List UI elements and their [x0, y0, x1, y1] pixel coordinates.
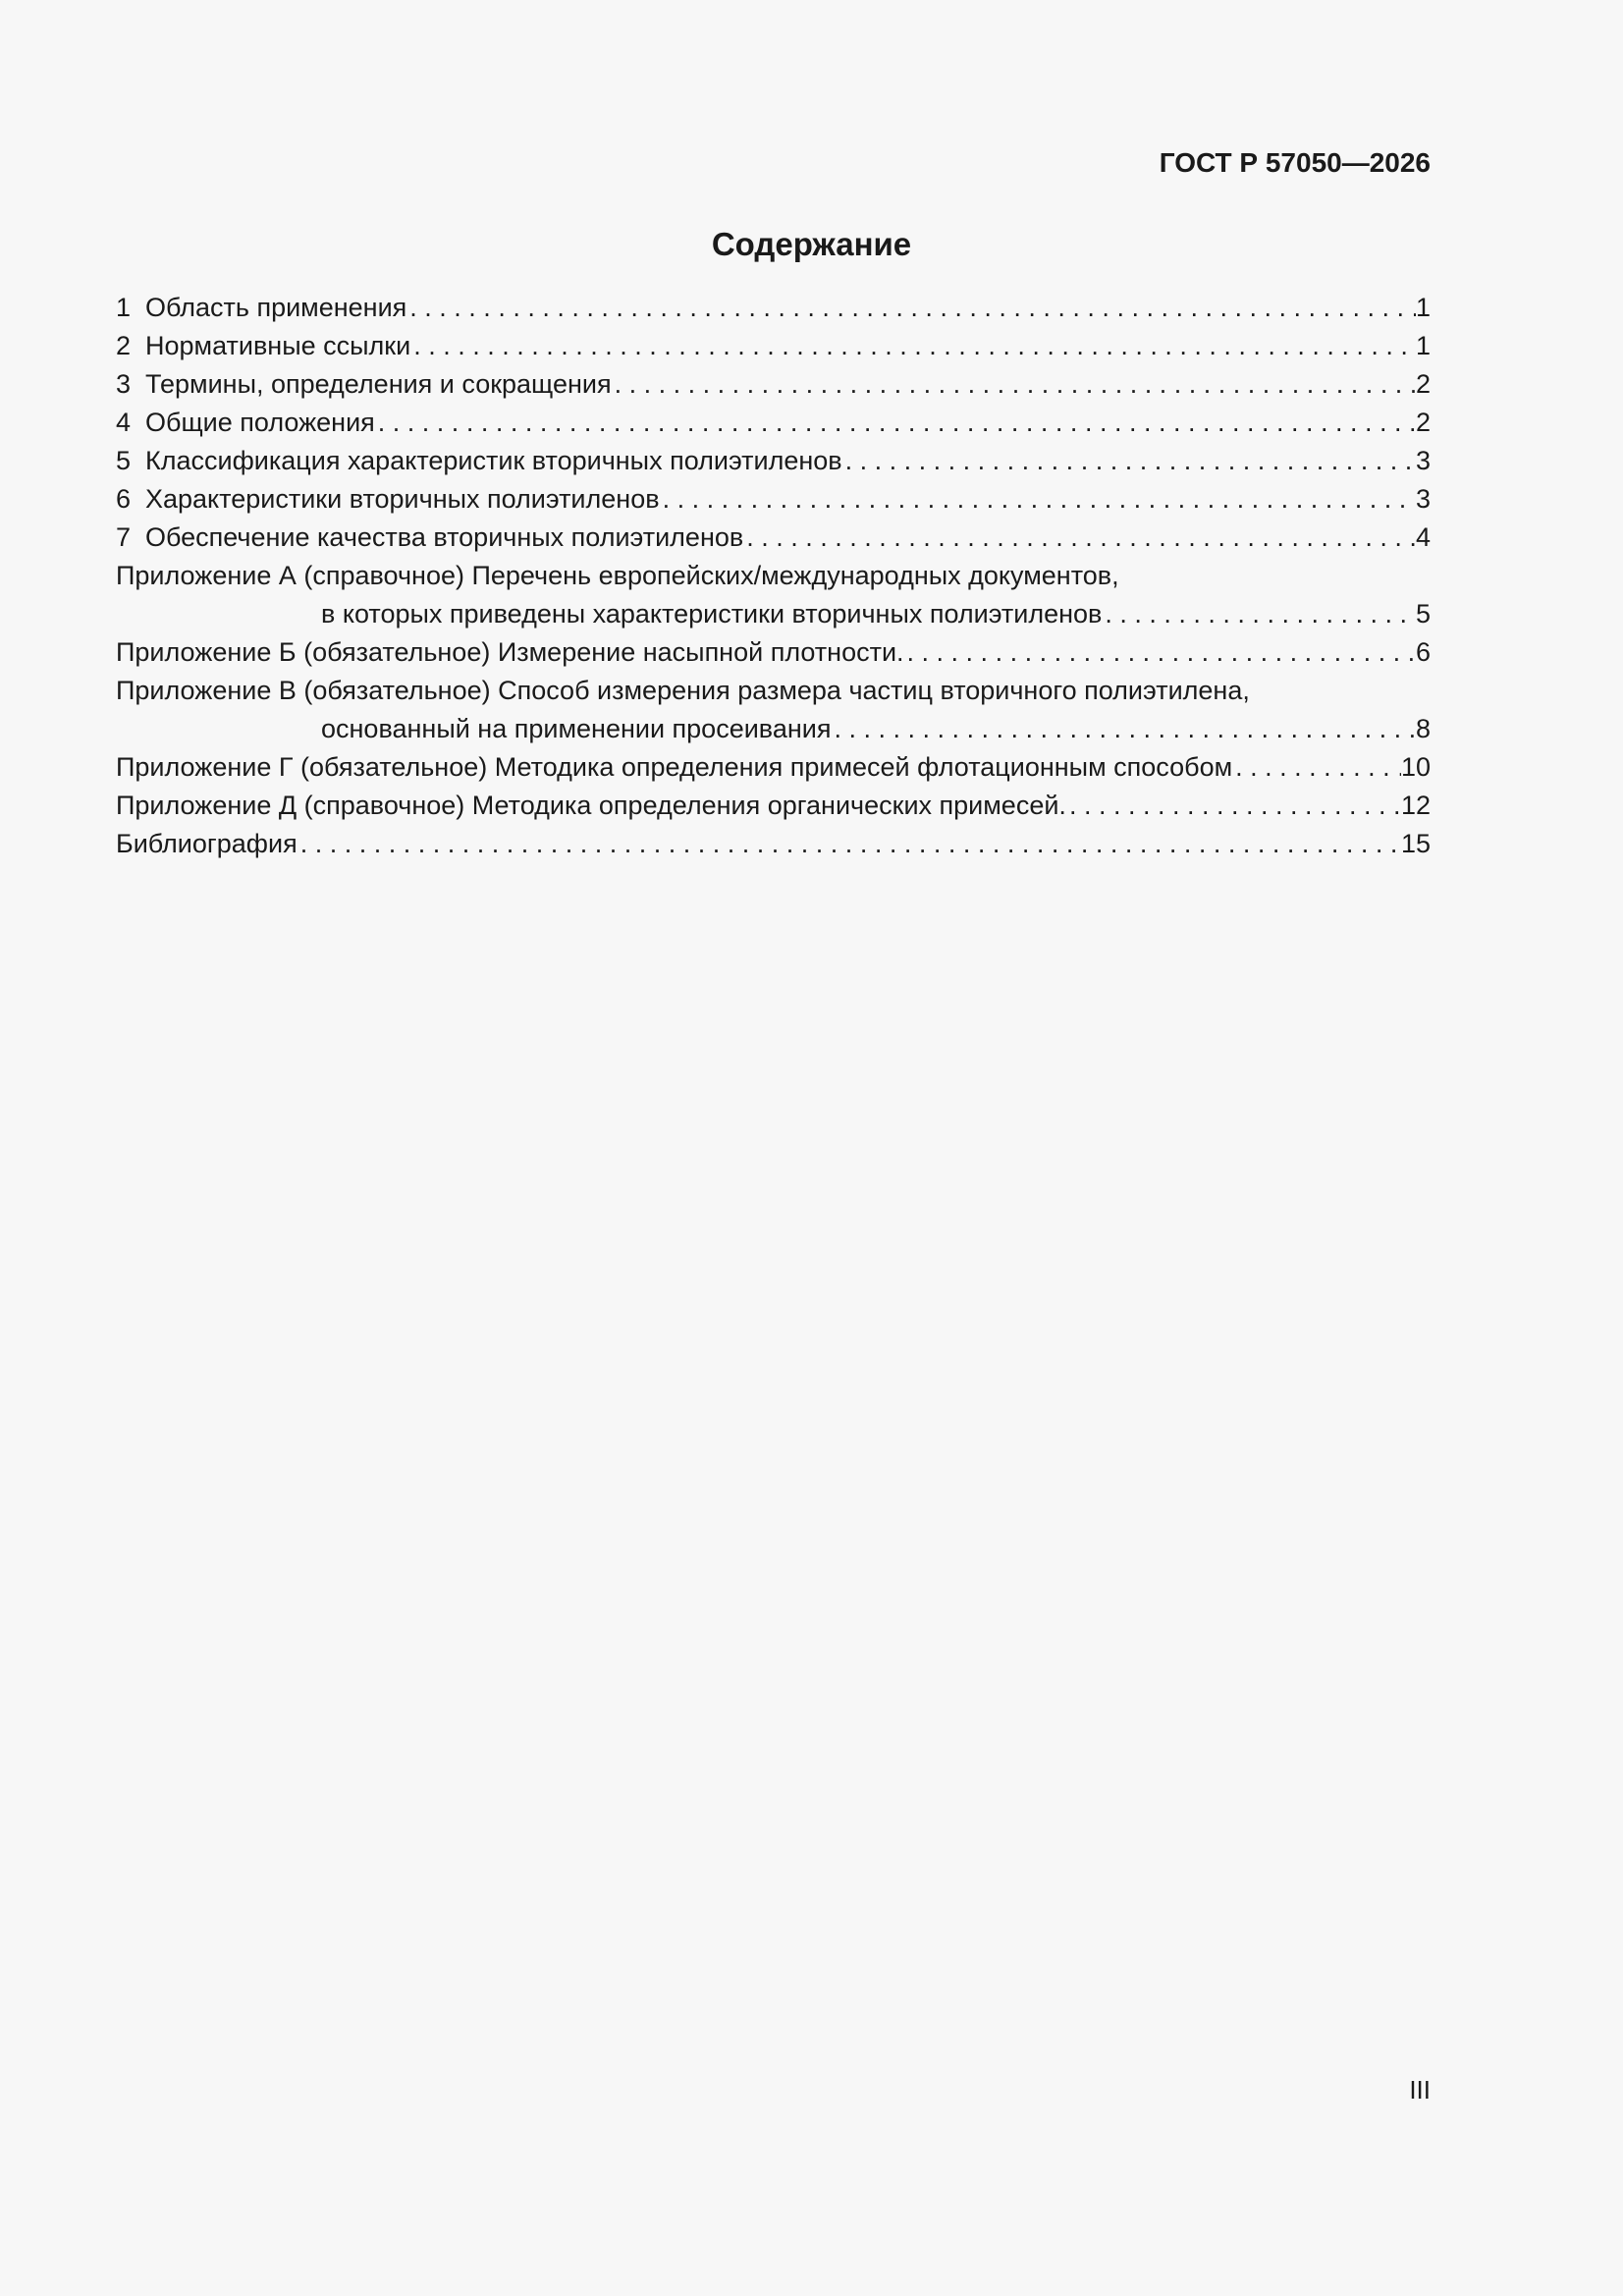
toc-entry-label: Классификация характеристик вторичных полиэтиленов	[145, 446, 842, 475]
toc-bibliography-label: Библиография	[116, 829, 298, 858]
toc-entry-page: 6	[1415, 637, 1431, 667]
toc-entry-6[interactable]	[116, 480, 1431, 519]
toc-entry-4[interactable]	[116, 404, 1431, 442]
dot-leader	[1232, 748, 1401, 787]
toc-appendix-b[interactable]	[116, 633, 1431, 672]
dot-leader	[660, 480, 1416, 519]
toc-entry-number: 6	[116, 484, 132, 514]
toc-entry-label: Область применения	[145, 293, 407, 322]
toc-appendix-label: Приложение А (справочное) Перечень европейских/международных документов,	[116, 561, 1119, 590]
toc-entry-label: Общие положения	[145, 408, 375, 437]
toc-entry-page: 3	[1415, 446, 1431, 475]
toc-appendix-label: Приложение В (обязательное) Способ измерения размера частиц вторичного полиэтилена,	[116, 676, 1250, 705]
page-number: III	[1409, 2075, 1431, 2105]
toc-title: Содержание	[711, 226, 912, 262]
toc-entry-page: 1	[1415, 331, 1431, 360]
toc-entry-number: 5	[116, 446, 132, 475]
toc-entry-1[interactable]	[116, 289, 1431, 327]
document-code: ГОСТ Р 57050—2026	[1159, 147, 1431, 178]
toc-entry-number: 7	[116, 522, 132, 552]
toc-appendix-a[interactable]	[116, 557, 1431, 633]
toc-appendix-label-continuation: основанный на применении просеивания	[321, 714, 832, 743]
toc-appendix-g[interactable]	[116, 748, 1431, 787]
toc-entry-label: Нормативные ссылки	[145, 331, 411, 360]
toc-entry-number: 4	[116, 408, 132, 437]
toc-entry-page: 2	[1415, 408, 1431, 437]
toc-appendix-d[interactable]	[116, 787, 1431, 825]
toc-entry-5[interactable]	[116, 442, 1431, 480]
toc-entry-page: 8	[1415, 714, 1431, 743]
dot-leader	[904, 633, 1416, 672]
table-of-contents	[116, 289, 1431, 863]
toc-entry-label: Характеристики вторичных полиэтиленов	[145, 484, 660, 514]
toc-entry-page: 4	[1415, 522, 1431, 552]
dot-leader	[298, 825, 1401, 863]
toc-appendix-v[interactable]	[116, 672, 1431, 748]
toc-appendix-label: Приложение Д (справочное) Методика определения органических примесей.	[116, 791, 1066, 820]
toc-appendix-label: Приложение Б (обязательное) Измерение насыпной плотности.	[116, 637, 904, 667]
toc-entry-2[interactable]	[116, 327, 1431, 365]
dot-leader	[1066, 787, 1401, 825]
toc-bibliography[interactable]	[116, 825, 1431, 863]
toc-entry-number: 2	[116, 331, 132, 360]
toc-entry-page: 2	[1415, 369, 1431, 399]
toc-entry-page: 1	[1415, 293, 1431, 322]
toc-entry-page: 3	[1415, 484, 1431, 514]
toc-entry-3[interactable]	[116, 365, 1431, 404]
dot-leader	[406, 289, 1416, 327]
toc-entry-page: 12	[1400, 791, 1431, 820]
toc-entry-label: Термины, определения и сокращения	[145, 369, 612, 399]
toc-entry-page: 10	[1400, 752, 1431, 782]
dot-leader	[842, 442, 1416, 480]
toc-appendix-label-continuation: в которых приведены характеристики вторичных полиэтиленов	[321, 599, 1103, 629]
toc-entry-page: 15	[1400, 829, 1431, 858]
dot-leader	[375, 404, 1416, 442]
dot-leader	[612, 365, 1416, 404]
toc-entry-number: 1	[116, 293, 132, 322]
toc-entry-label: Обеспечение качества вторичных полиэтиленов	[145, 522, 744, 552]
toc-entry-number: 3	[116, 369, 132, 399]
dot-leader	[831, 710, 1416, 748]
dot-leader	[410, 327, 1416, 365]
toc-entry-page: 5	[1415, 599, 1431, 629]
toc-appendix-label: Приложение Г (обязательное) Методика определения примесей флотационным способом	[116, 752, 1233, 782]
toc-entry-7[interactable]	[116, 519, 1431, 557]
dot-leader	[743, 519, 1416, 557]
dot-leader	[1102, 595, 1416, 633]
